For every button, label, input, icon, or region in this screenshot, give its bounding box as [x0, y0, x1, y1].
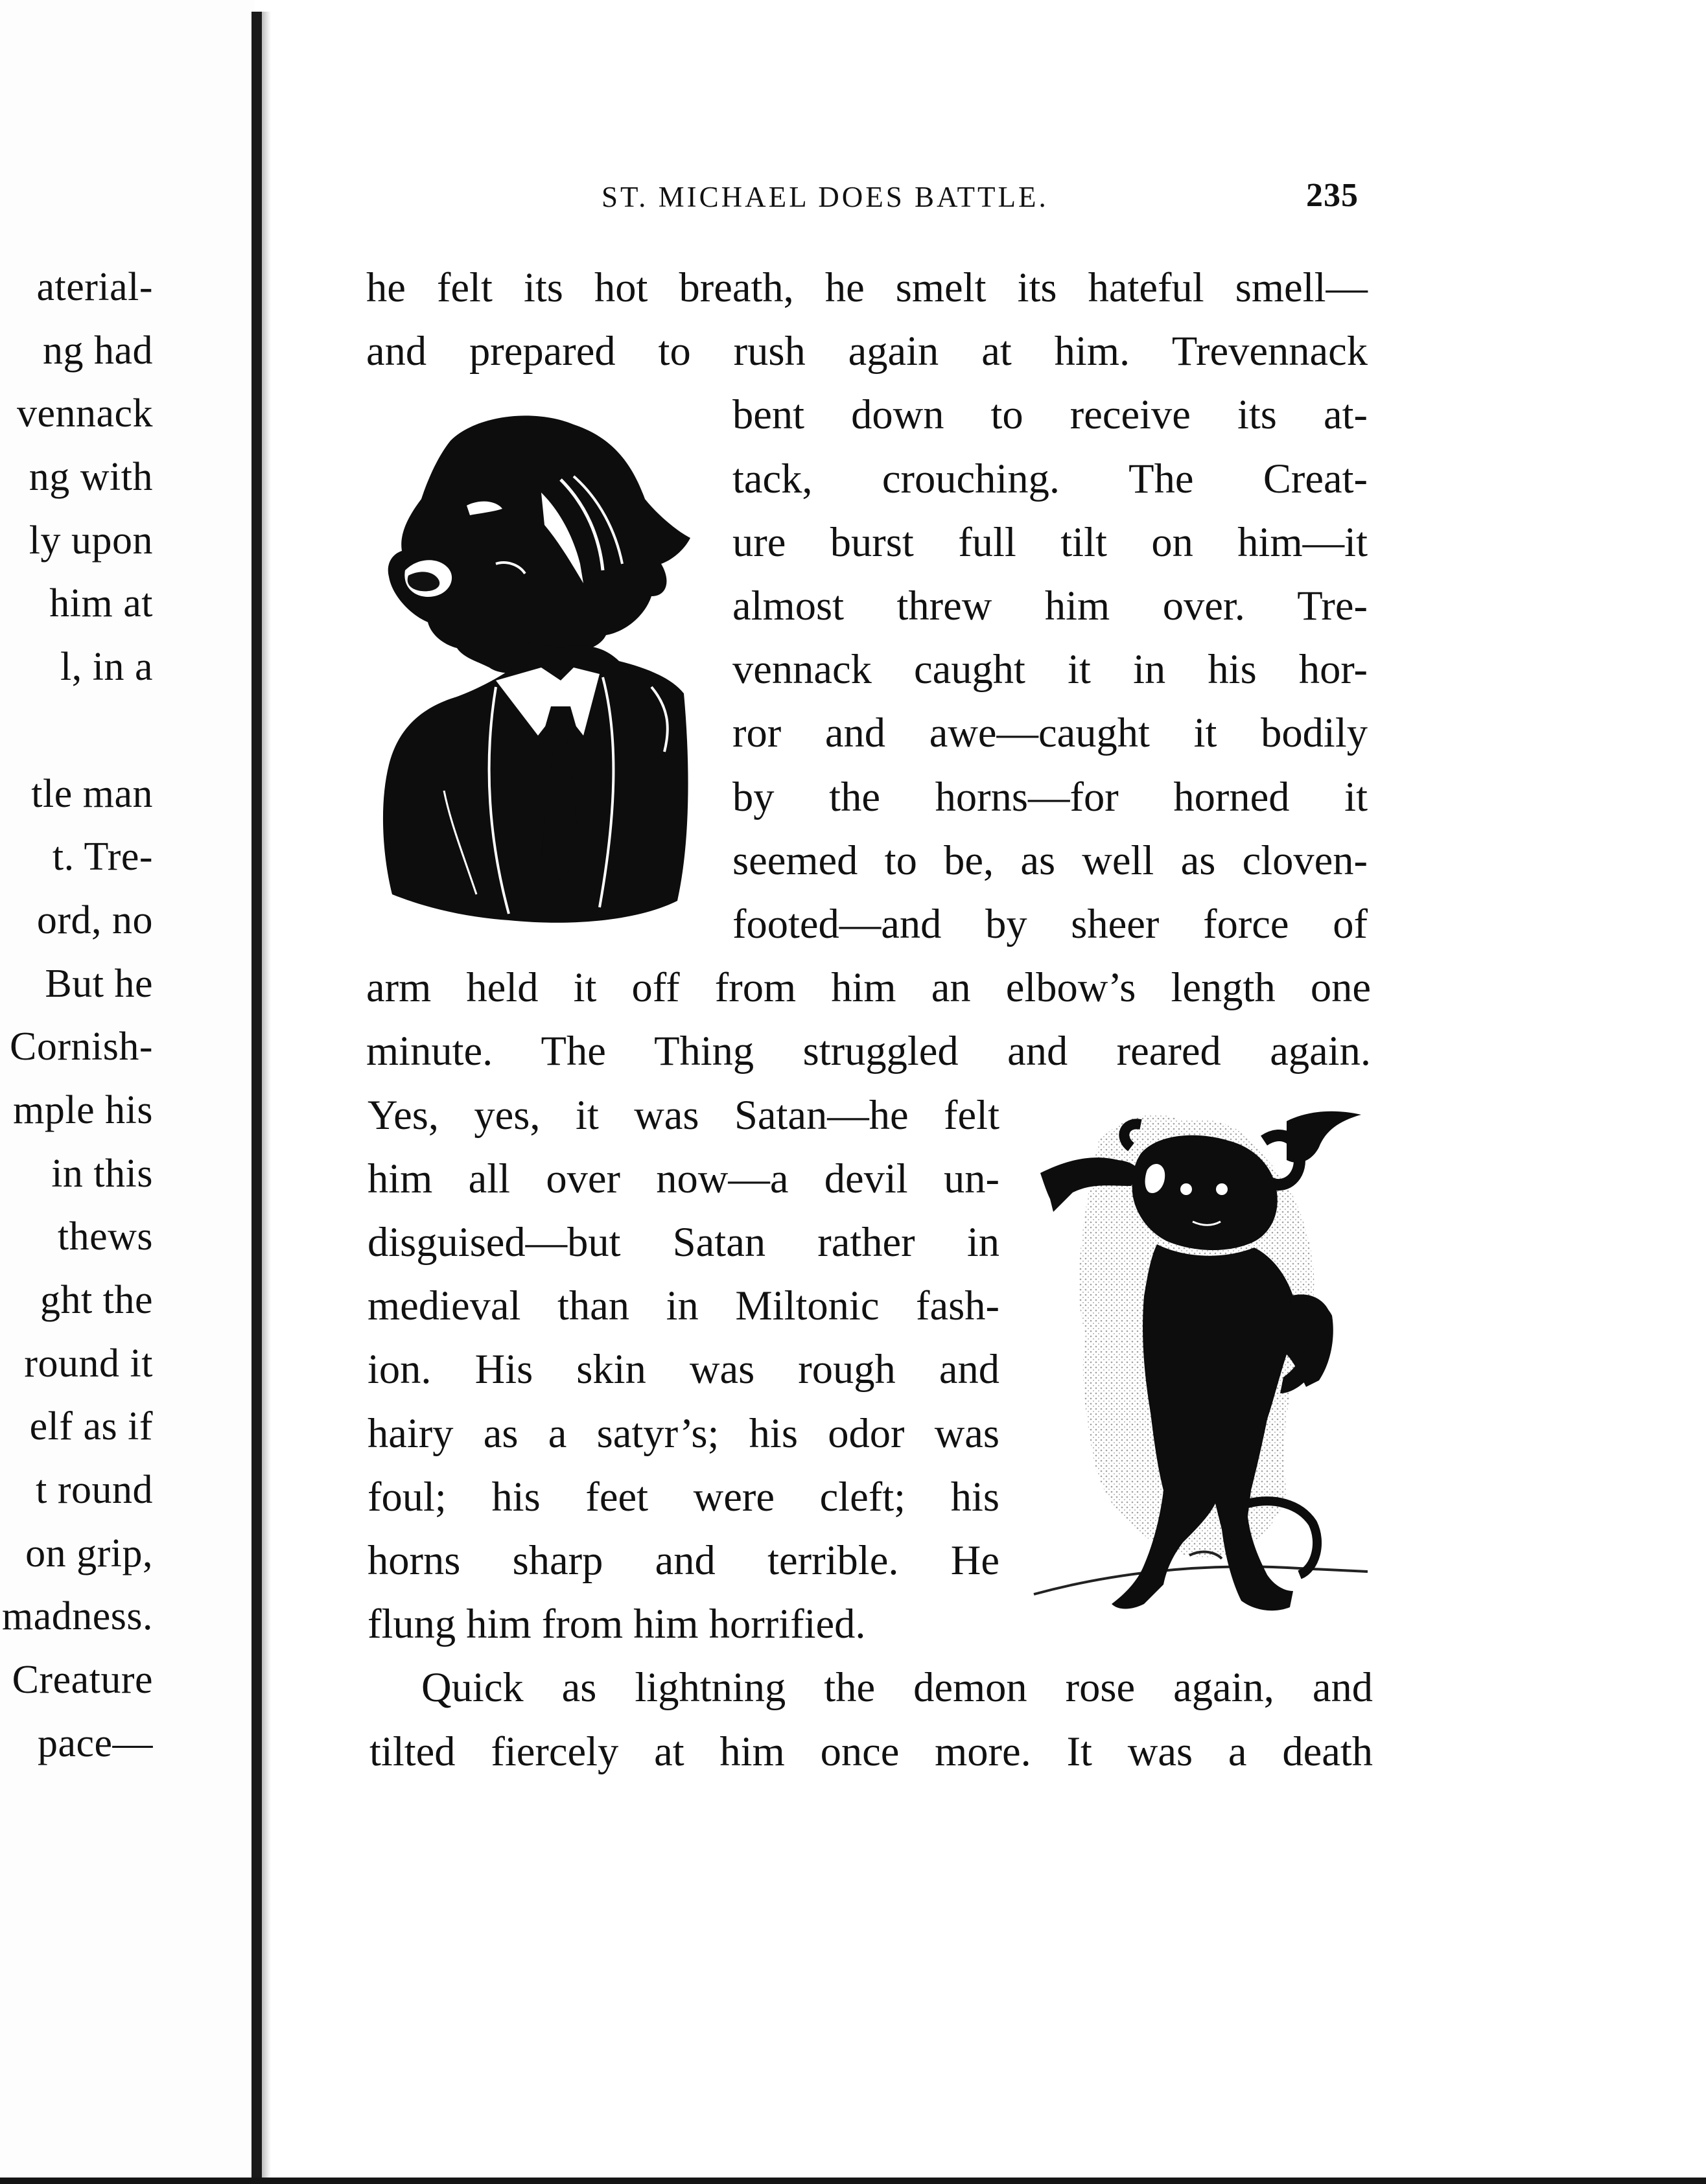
- devil-silhouette-icon: [1027, 1102, 1374, 1640]
- body-line-text: disguised—but Satan rather in: [368, 1219, 999, 1265]
- body-line-beside-devil: [368, 1529, 999, 1592]
- left-page-line: ght the: [40, 1278, 153, 1322]
- body-line-text: ion. His skin was rough and: [368, 1346, 999, 1393]
- body-line: [421, 1656, 1373, 1719]
- body-line-beside-devil: [368, 1465, 999, 1529]
- body-line-text: Yes, yes, it was Satan—he felt: [368, 1091, 999, 1138]
- left-page-text: [0, 256, 153, 1776]
- page-number: 235: [1306, 177, 1359, 214]
- body-line-text: ror and awe—caught it bodily: [732, 710, 1368, 756]
- running-head: ST. MICHAEL DOES BATTLE.: [602, 181, 1049, 213]
- left-page-line: aterial-: [36, 265, 153, 309]
- left-page-line: ly upon: [29, 518, 153, 563]
- left-page-line: [0, 699, 153, 763]
- left-page-fragment: [0, 0, 254, 2184]
- body-line-text: footed—and by sheer force of: [732, 901, 1368, 947]
- left-page-line: him at: [49, 581, 153, 626]
- left-page-line: madness.: [1, 1594, 153, 1639]
- body-line-text: almost threw him over. Tre-: [732, 583, 1368, 629]
- body-line-text: tilted fiercely at him once more. It was a death: [369, 1728, 1373, 1774]
- body-line-text: ure burst full tilt on him—it: [732, 518, 1368, 565]
- page-bottom-edge: [0, 2178, 1706, 2184]
- body-line-beside-devil: [368, 1147, 999, 1211]
- body-line: [366, 319, 1368, 383]
- left-page-line: round it: [24, 1341, 153, 1386]
- left-page-line: pace—: [37, 1721, 153, 1765]
- book-gutter: [251, 12, 262, 2184]
- body-line-beside-portrait: [732, 765, 1368, 829]
- left-page-line: in this: [51, 1151, 153, 1196]
- body-line-text: vennack caught it in his hor-: [732, 646, 1368, 693]
- body-line-beside-devil: [368, 1338, 999, 1401]
- body-line-beside-devil: [368, 1084, 999, 1147]
- body-line-beside-portrait: [732, 829, 1368, 892]
- body-line: [369, 1720, 1373, 1783]
- left-page-line: vennack: [16, 391, 153, 436]
- left-page-line: t. Tre-: [52, 835, 153, 879]
- body-line-text: by the horns—for horned it: [732, 773, 1368, 820]
- left-page-line: tle man: [31, 771, 153, 816]
- left-page-line: But he: [45, 961, 153, 1006]
- portrait-silhouette-icon: [366, 402, 703, 933]
- body-line-text: flung him from him horrified.: [368, 1601, 866, 1647]
- left-page-line: ng with: [29, 455, 153, 500]
- body-line-text: arm held it off from him an elbow’s length one: [366, 964, 1371, 1011]
- left-page-line: t round: [36, 1468, 153, 1513]
- body-line-text: tack, crouching. The Creat-: [732, 455, 1368, 502]
- left-page-line: Cornish-: [10, 1025, 153, 1069]
- body-line-text: Quick as lightning the demon rose again, and: [421, 1664, 1373, 1711]
- body-line-text: him all over now—a devil un-: [368, 1155, 999, 1202]
- body-line-text: bent down to receive its at-: [732, 391, 1368, 438]
- left-page-line: Creature: [12, 1658, 153, 1702]
- left-page-line: elf as if: [29, 1404, 153, 1449]
- body-line-text: horns sharp and terrible. He: [368, 1537, 999, 1583]
- left-page-line: ord, no: [36, 898, 153, 942]
- body-line-beside-portrait: [732, 701, 1368, 765]
- body-line-beside-devil: [368, 1592, 999, 1656]
- left-page-line: thews: [57, 1214, 153, 1259]
- gutter-shadow: [262, 12, 271, 2184]
- body-line-beside-devil: [368, 1211, 999, 1274]
- body-line-text: and prepared to rush again at him. Trevennack: [366, 328, 1368, 375]
- body-line: [366, 1019, 1371, 1083]
- body-line-text: he felt its hot breath, he smelt its hateful smell—: [366, 264, 1368, 310]
- left-page-line: on grip,: [25, 1531, 153, 1575]
- body-line: [366, 256, 1368, 319]
- body-line-beside-devil: [368, 1274, 999, 1338]
- body-line-text: seemed to be, as well as cloven-: [732, 837, 1368, 883]
- body-line-beside-portrait: [732, 574, 1368, 638]
- body-line-text: medieval than in Miltonic fash-: [368, 1283, 999, 1329]
- body-line-beside-devil: [368, 1402, 999, 1465]
- body-line-beside-portrait: [732, 511, 1368, 574]
- body-line-text: minute. The Thing struggled and reared again.: [366, 1028, 1371, 1075]
- left-page-line: ng had: [42, 328, 153, 373]
- body-line-beside-portrait: [732, 892, 1368, 956]
- body-line-text: hairy as a satyr’s; his odor was: [368, 1410, 999, 1456]
- left-page-line: mple his: [13, 1087, 153, 1132]
- body-line: [366, 956, 1371, 1019]
- body-line-beside-portrait: [732, 638, 1368, 701]
- left-page-line: l, in a: [60, 645, 153, 690]
- body-line-text: foul; his feet were cleft; his: [368, 1473, 999, 1520]
- body-line-beside-portrait: [732, 383, 1368, 447]
- body-line-beside-portrait: [732, 447, 1368, 511]
